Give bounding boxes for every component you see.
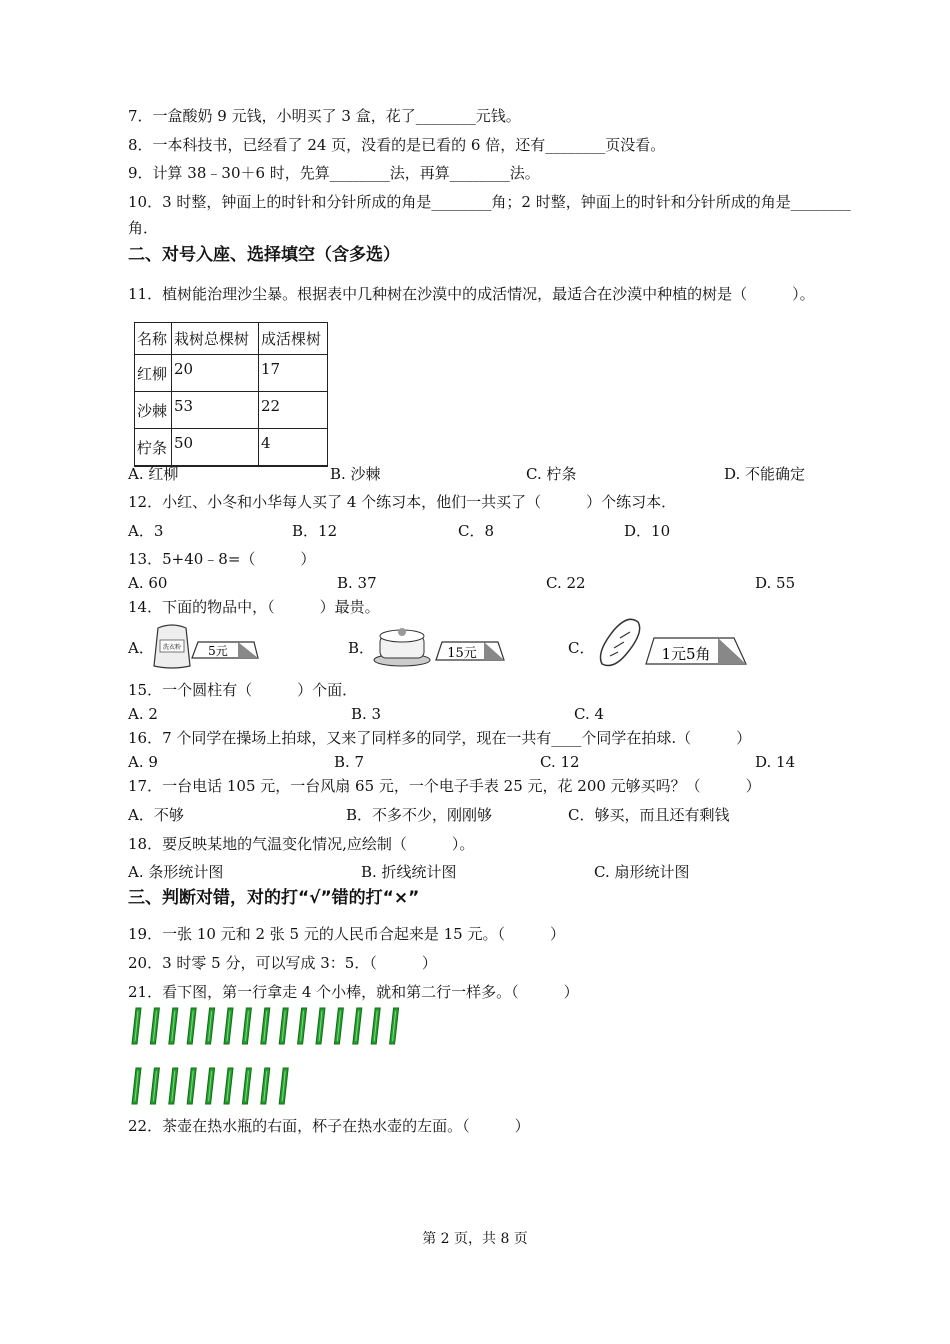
price-tag-a: 5元 [208, 644, 228, 658]
tree-survival-table [134, 322, 328, 467]
table-header-row [135, 323, 328, 355]
table-cell: 红柳 [135, 355, 172, 392]
price-tag-b: 15元 [447, 646, 477, 661]
question-19: 19．一张 10 元和 2 张 5 元的人民币合起来是 15 元。（ ） [128, 925, 565, 943]
section-3-heading: 三、判断对错，对的打“√”错的打“×” [128, 888, 420, 908]
option-a-label: A． [128, 639, 154, 657]
sticks-row-1 [128, 1006, 418, 1048]
question-8: 8．一本科技书，已经看了 24 页，没看的是已看的 6 倍，还有________页没看。 [128, 136, 666, 154]
option-a: A．不够 [128, 806, 184, 824]
question-7: 7．一盒酸奶 9 元钱，小明买了 3 盒，花了________元钱。 [128, 107, 521, 125]
table-row [135, 355, 328, 392]
option-c: C. 22 [546, 574, 586, 592]
section-2-heading: 二、对号入座、选择填空（含多选） [128, 245, 400, 265]
option-c: C. 12 [540, 753, 580, 771]
table-cell: 22 [259, 392, 328, 429]
option-a: A. 红柳 [128, 465, 179, 483]
option-a: A. 9 [128, 753, 158, 771]
question-21: 21．看下图，第一行拿走 4 个小棒，就和第二行一样多。（ ） [128, 983, 579, 1001]
question-22: 22．茶壶在热水瓶的右面，杯子在热水壶的左面。（ ） [128, 1117, 530, 1135]
option-c: C. 4 [574, 705, 605, 723]
bag-label: 洗衣粉 [162, 644, 182, 651]
question-20: 20．3 时零 5 分，可以写成 3：5．（ ） [128, 954, 437, 972]
option-c-label: C． [568, 639, 595, 657]
sticks-row-2 [128, 1066, 308, 1108]
price-tag-c: 1元5角 [661, 645, 711, 663]
table-cell: 53 [172, 392, 259, 429]
option-b: B. 7 [334, 753, 365, 771]
option-a: A. 条形统计图 [128, 863, 224, 881]
table-cell: 17 [259, 355, 328, 392]
option-a: A．3 [128, 522, 164, 540]
option-b: B. 折线统计图 [361, 863, 457, 881]
option-a: A. 60 [128, 574, 168, 592]
question-18: 18．要反映某地的气温变化情况,应绘制（ ）。 [128, 835, 475, 853]
question-17: 17．一台电话 105 元，一台风扇 65 元，一个电子手表 25 元，花 200 元够买吗？（ ） [128, 777, 761, 795]
table-cell: 50 [172, 429, 259, 467]
question-10: 10．3 时整，钟面上的时针和分针所成的角是________角；2 时整，钟面上的时针和分针所成的角是________ [128, 193, 851, 211]
question-16: 16．7 个同学在操场上拍球，又来了同样多的同学，现在一共有____个同学在拍球.（ ） [128, 729, 752, 747]
option-b: B．不多不少，刚刚够 [346, 806, 493, 824]
table-cell: 沙棘 [135, 392, 172, 429]
option-c: C．8 [458, 522, 495, 540]
table-row [135, 429, 328, 467]
option-b: B. 37 [337, 574, 377, 592]
option-c: C. 扇形统计图 [594, 863, 690, 881]
table-cell: 20 [172, 355, 259, 392]
option-d: D. 55 [755, 574, 796, 592]
option-d: D. 不能确定 [724, 465, 806, 483]
table-cell: 柠条 [135, 429, 172, 467]
option-b: B. 3 [351, 705, 382, 723]
option-b: B．12 [292, 522, 338, 540]
option-c: C. 柠条 [526, 465, 577, 483]
question-14: 14．下面的物品中，（ ）最贵。 [128, 598, 380, 616]
table-header-cell: 成活棵树 [259, 323, 328, 355]
question-11: 11．植树能治理沙尘暴。根据表中几种树在沙漠中的成活情况，最适合在沙漠中种植的树是（ ）。 [128, 285, 815, 303]
question-12: 12．小红、小冬和小华每人买了 4 个练习本，他们一共买了（ ）个练习本． [128, 493, 677, 511]
question-10-cont: 角． [128, 219, 159, 237]
option-c: C．够买，而且还有剩钱 [568, 806, 730, 824]
question-9: 9．计算 38﹣30＋6 时，先算________法，再算________法。 [128, 164, 540, 182]
detergent-bag-picture [150, 622, 260, 670]
option-d: D．10 [624, 522, 671, 540]
table-header-cell: 栽树总棵树 [172, 323, 259, 355]
bread-picture [594, 612, 750, 672]
option-b-label: B． [348, 639, 375, 657]
table-cell: 4 [259, 429, 328, 467]
question-13: 13．5+40﹣8=（ ） [128, 550, 316, 568]
option-b: B. 沙棘 [330, 465, 381, 483]
cake-picture [372, 622, 506, 670]
question-15: 15．一个圆柱有（ ）个面． [128, 681, 358, 699]
option-d: D. 14 [755, 753, 796, 771]
page-footer: 第 2 页，共 8 页 [422, 1231, 528, 1247]
option-a: A. 2 [128, 705, 158, 723]
table-row [135, 392, 328, 429]
table-header-cell: 名称 [135, 323, 172, 355]
